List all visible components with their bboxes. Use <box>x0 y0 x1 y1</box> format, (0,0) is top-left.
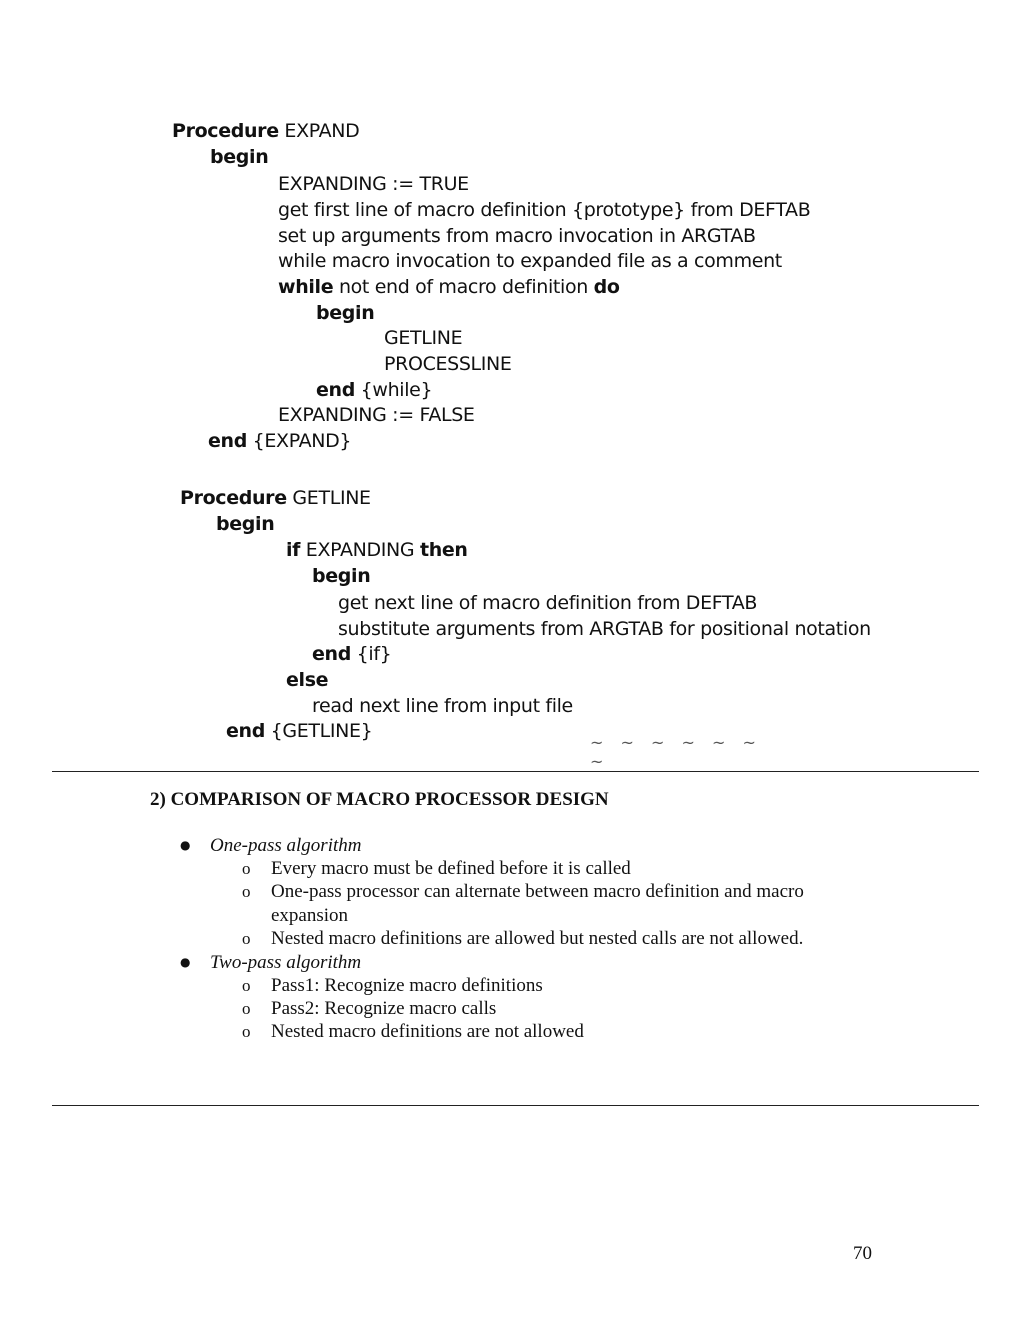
list-subitem: Every macro must be defined before it is called <box>271 858 631 879</box>
code-line: else <box>286 669 329 691</box>
circle-bullet-icon: o <box>242 999 251 1018</box>
code-line: end {GETLINE} <box>226 720 373 742</box>
code-line: begin <box>316 302 375 324</box>
code-line: while macro invocation to expanded file as a comment <box>278 250 782 272</box>
code-line: GETLINE <box>384 327 463 349</box>
cropped-text-fragment: ~ ~ ~ ~ ~ ~ ~ <box>590 733 762 771</box>
code-line: read next line from input file <box>312 695 573 717</box>
code-line: substitute arguments from ARGTAB for positional notation <box>338 618 871 640</box>
code-line: begin <box>210 146 269 168</box>
code-line: if EXPANDING then <box>286 539 468 561</box>
bottom-divider <box>52 1105 979 1106</box>
circle-bullet-icon: o <box>242 929 251 948</box>
section-heading: 2) COMPARISON OF MACRO PROCESSOR DESIGN <box>150 789 609 810</box>
code-line: Procedure EXPAND <box>172 120 360 142</box>
bullet-icon: ● <box>180 838 191 852</box>
list-item-title: One-pass algorithm <box>210 835 362 856</box>
code-line: begin <box>312 565 371 587</box>
circle-bullet-icon: o <box>242 976 251 995</box>
circle-bullet-icon: o <box>242 859 251 878</box>
list-subitem: Pass1: Recognize macro definitions <box>271 975 543 996</box>
code-line: while not end of macro definition do <box>278 276 620 298</box>
code-line: set up arguments from macro invocation in ARGTAB <box>278 225 756 247</box>
bullet-icon: ● <box>180 955 191 969</box>
code-line: EXPANDING := FALSE <box>278 404 475 426</box>
circle-bullet-icon: o <box>242 882 251 901</box>
list-subitem-continuation: expansion <box>271 905 349 926</box>
code-line: PROCESSLINE <box>384 353 512 375</box>
code-line: end {if} <box>312 643 392 665</box>
code-line: get next line of macro definition from DEFTAB <box>338 592 758 614</box>
code-line: get first line of macro definition {prototype} from DEFTAB <box>278 199 811 221</box>
code-line: begin <box>216 513 275 535</box>
list-subitem: One-pass processor can alternate between macro definition and macro <box>271 881 804 902</box>
code-line: end {EXPAND} <box>208 430 352 452</box>
list-subitem: Pass2: Recognize macro calls <box>271 998 497 1019</box>
list-subitem: Nested macro definitions are not allowed <box>271 1021 584 1042</box>
list-item-title: Two-pass algorithm <box>210 952 362 973</box>
code-line: end {while} <box>316 379 433 401</box>
circle-bullet-icon: o <box>242 1022 251 1041</box>
code-line: EXPANDING := TRUE <box>278 173 469 195</box>
top-divider <box>52 771 979 772</box>
list-subitem: Nested macro definitions are allowed but nested calls are not allowed. <box>271 928 804 949</box>
page-number: 70 <box>853 1243 872 1264</box>
code-line: Procedure GETLINE <box>180 487 371 509</box>
